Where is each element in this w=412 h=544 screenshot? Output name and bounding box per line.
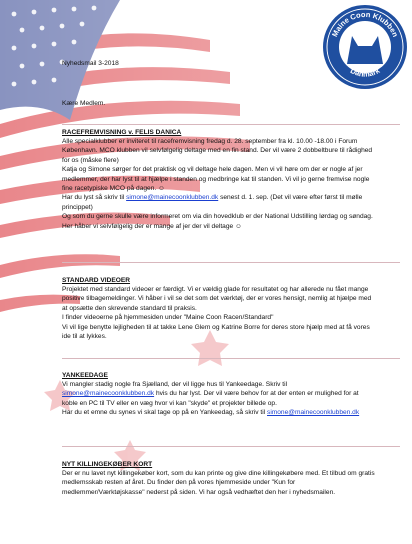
section-divider	[62, 124, 400, 125]
section-body-yankeedage: Vi mangler stadig nogle fra Sjælland, der vil ligge hus til Yankeedage. Skriv til simone@mainecoonklubben.dk hvis du har lyst. Der vil være behov for at der enten er mulighed for at koble en PC til TV eller en væg hvor vi kan "skyde" et projekter billede op. Har du et emne du synes vi skal tage op på en Yankeedag, så skriv til simone@mainecoonklubben.dk	[62, 381, 360, 417]
section-heading-yankeedage: YANKEEDAGE	[62, 372, 108, 379]
club-logo	[322, 4, 408, 90]
greeting: Kære Medlem.	[62, 100, 106, 107]
section-divider	[62, 358, 400, 359]
email-link[interactable]: simone@mainecoonklubben.dk	[267, 409, 360, 417]
section-heading-killingekoeber: NYT KILLINGEKØBER KORT	[62, 461, 153, 468]
email-link[interactable]: simone@mainecoonklubben.dk	[62, 390, 155, 398]
section-body-standard-videoer: Projektet med standard videoer er færdigt. Vi er vældig glade for resultatet og har allerede nu fået mange positive tilbagemeldinger. Vi håber i vil se det som det værktøj, der er vores hensigt, nemlig at hjælpe med at opsætte den skrevende standard til praksis. I finder videoerne på hjemmesiden under "Maine Coon Racen/Standard" Vi vil lige benytte lejligheden til at takke Lene Glem og Katrine Borre for deres store hjælp med at få vores ide til at lykkes.	[62, 286, 372, 341]
newsletter-title: Nyhedsmail 3-2018	[62, 60, 119, 67]
section-heading-racefremvisning: RACEFREMVISNING v. FELIS DANICA	[62, 129, 182, 136]
logo-text-top: Maine Coon Klubben	[330, 9, 400, 39]
section-heading-standard-videoer: STANDARD VIDEOER	[62, 277, 131, 284]
section-divider	[62, 446, 400, 447]
section-divider	[62, 262, 400, 263]
section-body-racefremvisning: Alle specialklubber er inviteret til racefremvisning fredag d. 28. september fra kl. 10.00 -18.00 i Forum København. MCO klubben vil selvfølgelig deltage med en fin stand. Der vil være 2 dobbeltbure til rådighed for os (måske flere) Katja og Simone sørger for det praktisk og vil deltage hele dagen. Men vi vil høre om der er nogle af jer medlemmer, der har lyst til at hjælpe i standen og medbringe kat til standen. Vi vil jo gerne fremvise nogle fine racetypiske MCO på dagen. ☺ Har du lyst så skriv til simone@mainecoonklubben.dk senest d. 1. sep. (Det vil være efter først til mølle princippet) Og som du gerne skulle være informeret om via din hovedklub er der National Udstilling lørdag og søndag. Her håber vi selvfølgelig der er mange af jer der vil deltage ☺	[62, 137, 402, 231]
email-link-line: Har du lyst så skriv til simone@mainecoonklubben.dk senest d. 1. sep. (Det vil være efter først til mølle	[62, 194, 363, 202]
logo-text-bottom: Danmark	[348, 65, 382, 79]
section-body-killingekoeber: Der er nu lavet nyt killingekøber kort, som du kan printe og give dine killingekøbere med. Et tilbud om gratis medlemsskab resten af året. Du finder den på vores hjemmeside under "Kun for medlemmer/Værktøjskasse" nederst på siden. Vi har også vedhæftet den her i nyhedsmailen.	[62, 470, 375, 496]
email-link[interactable]: simone@mainecoonklubben.dk	[126, 194, 219, 202]
